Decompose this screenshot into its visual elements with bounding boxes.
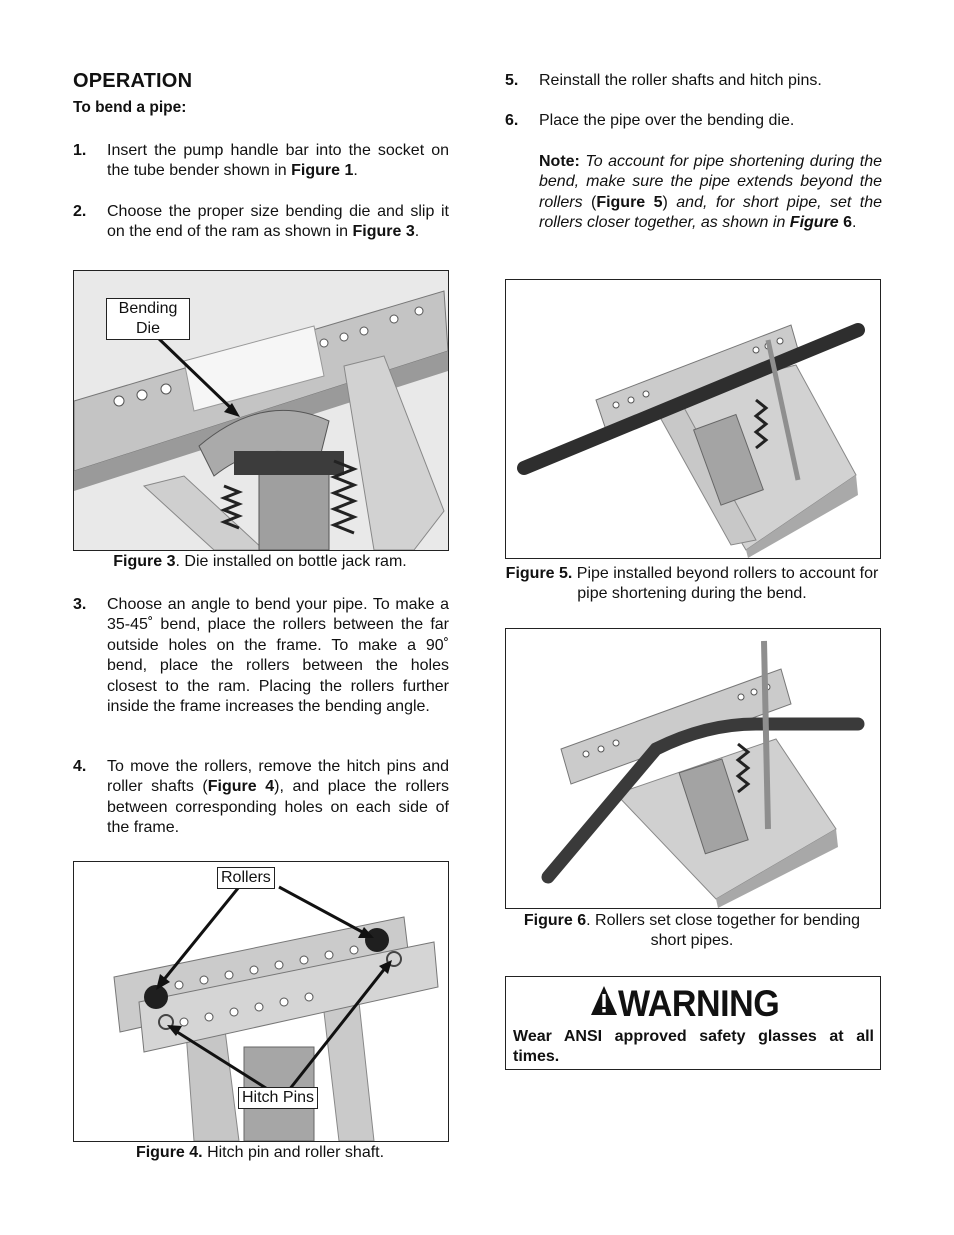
step-4 (73, 757, 449, 839)
warning-box (505, 976, 881, 1070)
figure-4-photo (73, 861, 449, 1142)
figure-5-caption: Figure 5. Pipe installed beyond rollers to account for pipe shortening during the bend. (505, 565, 879, 603)
step-number: 3. (73, 596, 87, 613)
step-text: Reinstall the roller shafts and hitch pins. (539, 72, 822, 89)
step-text: To move the rollers, remove the hitch pins and roller shafts (Figure 4), and place the rollers between corresponding holes on each side of the frame. (107, 758, 449, 837)
bending-die-label: Bending Die (106, 298, 190, 340)
figure-3-photo (73, 270, 449, 551)
pipe-beyond-rollers-illustration (506, 280, 880, 558)
note-label: Note: (539, 153, 580, 170)
rollers-close-together-illustration (506, 629, 880, 908)
warning-title: WARNING (618, 983, 780, 1024)
note-text: Note: To account for pipe shortening during the bend, make sure the pipe extends beyond the rollers (Figure 5) and, for short pipe, set the rollers closer together, as shown in Figure 6. (539, 153, 882, 232)
step-number: 5. (505, 72, 519, 89)
figure-reference: Figure 5 (596, 193, 663, 211)
warning-triangle-icon (590, 985, 618, 1017)
subheading: To bend a pipe: (73, 99, 187, 116)
section-heading: OPERATION (73, 70, 193, 92)
rollers-label: Rollers (217, 867, 275, 889)
figure-6-caption: Figure 6. Rollers set close together for bending short pipes. (523, 912, 861, 950)
step-2 (73, 202, 449, 246)
figure-5-photo (505, 279, 881, 559)
step-text: Insert the pump handle bar into the socket on the tube bender shown in Figure 1. (107, 142, 449, 180)
step-number: 2. (73, 203, 87, 220)
step-number: 1. (73, 142, 87, 159)
step-5 (505, 71, 882, 93)
figure-reference: Figure 4 (207, 778, 275, 796)
step-number: 4. (73, 758, 87, 775)
step-number: 6. (505, 112, 519, 129)
figure-3-caption: Figure 3. Die installed on bottle jack ram. (113, 553, 407, 570)
figure-6-photo (505, 628, 881, 909)
hitch-pins-label: Hitch Pins (238, 1087, 318, 1109)
step-3 (73, 595, 449, 740)
figure-4-caption: Figure 4. Hitch pin and roller shaft. (135, 1144, 385, 1161)
figure-reference: Figure 1 (291, 162, 354, 180)
figure-reference: Figure 3 (352, 223, 415, 241)
step-1 (73, 141, 449, 185)
step-text: Place the pipe over the bending die. (539, 112, 795, 129)
warning-text: Wear ANSI approved safety glasses at all times. (513, 1028, 874, 1066)
step-6 (505, 111, 882, 133)
step-text: Choose the proper size bending die and slip it on the end of the ram as shown in Figure 3. (107, 203, 449, 241)
step-text: Choose an angle to bend your pipe. To make a 35-45˚ bend, place the rollers between the far outside holes on the frame. To make a 90˚ bend, place the rollers between the holes closest to the ram. Placing the rollers further inside the frame increases the bending angle. (107, 596, 449, 716)
